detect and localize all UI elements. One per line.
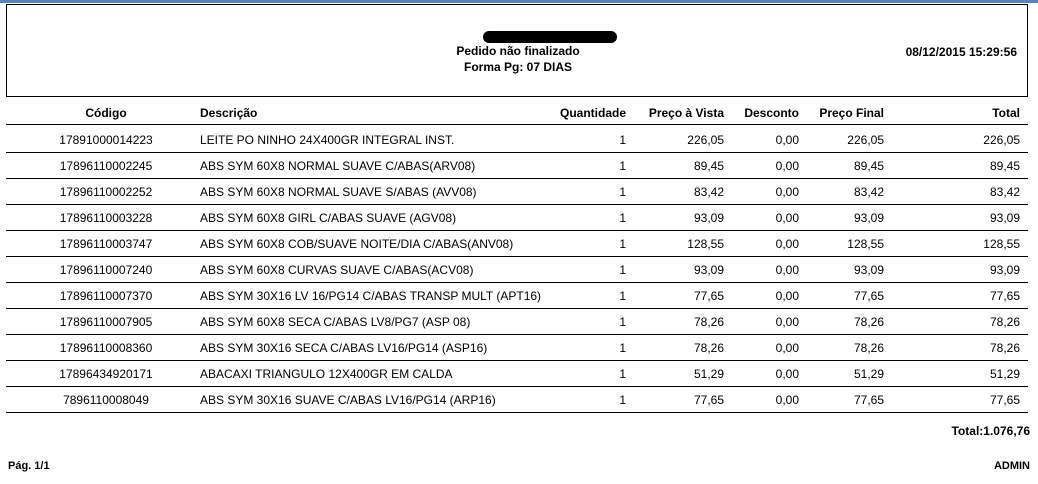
- cell-final-price: 78,26: [853, 341, 884, 355]
- cell-discount: 0,00: [775, 341, 799, 355]
- cell-description: ABS SYM 60X8 CURVAS SUAVE C/ABAS(ACV08): [200, 263, 474, 277]
- cell-quantity: 1: [619, 315, 626, 329]
- cell-code: 17896110007905: [59, 315, 153, 329]
- cell-price: 93,09: [693, 211, 724, 225]
- cell-final-price: 226,05: [847, 133, 884, 147]
- cell-description: ABS SYM 60X8 SECA C/ABAS LV8/PG7 (ASP 08): [200, 315, 471, 329]
- column-description: Descrição: [200, 106, 258, 120]
- cell-description: ABACAXI TRIANGULO 12X400GR EM CALDA: [200, 367, 453, 381]
- cell-discount: 0,00: [775, 289, 799, 303]
- cell-quantity: 1: [619, 263, 626, 277]
- cell-code: 17896110007370: [59, 289, 153, 303]
- cell-discount: 0,00: [775, 315, 799, 329]
- cell-total: 83,42: [989, 185, 1020, 199]
- cell-total: 78,26: [989, 341, 1020, 355]
- table-row: [6, 361, 1028, 387]
- cell-price: 78,26: [693, 341, 724, 355]
- cell-description: ABS SYM 30X16 SUAVE C/ABAS LV16/PG14 (ARP16): [200, 393, 496, 407]
- report-header: [6, 4, 1028, 97]
- cell-discount: 0,00: [775, 237, 799, 251]
- cell-final-price: 78,26: [853, 315, 884, 329]
- cell-code: 17896434920171: [59, 367, 153, 381]
- column-code: Código: [85, 106, 127, 120]
- cell-code: 7896110008049: [63, 393, 149, 407]
- cell-discount: 0,00: [775, 133, 799, 147]
- cell-quantity: 1: [619, 237, 626, 251]
- cell-price: 83,42: [693, 185, 724, 199]
- grand-total: Total:1.076,76: [951, 424, 1030, 438]
- column-total: Total: [992, 106, 1020, 120]
- cell-quantity: 1: [619, 211, 626, 225]
- cell-discount: 0,00: [775, 263, 799, 277]
- cell-total: 78,26: [989, 315, 1020, 329]
- cell-quantity: 1: [619, 367, 626, 381]
- cell-final-price: 93,09: [853, 211, 884, 225]
- cell-price: 77,65: [693, 393, 724, 407]
- cell-price: 77,65: [693, 289, 724, 303]
- table-row: [6, 335, 1028, 361]
- cell-description: LEITE PO NINHO 24X400GR INTEGRAL INST.: [200, 133, 455, 147]
- cell-total: 226,05: [983, 133, 1020, 147]
- cell-total: 128,55: [983, 237, 1020, 251]
- cell-discount: 0,00: [775, 211, 799, 225]
- table-row: [6, 387, 1028, 413]
- cell-description: ABS SYM 60X8 GIRL C/ABAS SUAVE (AGV08): [200, 211, 457, 225]
- cell-price: 89,45: [693, 159, 724, 173]
- cell-code: 17891000014223: [59, 133, 153, 147]
- cell-description: ABS SYM 60X8 NORMAL SUAVE C/ABAS(ARV08): [200, 159, 476, 173]
- cell-price: 226,05: [687, 133, 724, 147]
- cell-final-price: 77,65: [853, 289, 884, 303]
- cell-code: 17896110007240: [59, 263, 153, 277]
- cell-final-price: 83,42: [853, 185, 884, 199]
- cell-final-price: 77,65: [853, 393, 884, 407]
- cell-description: ABS SYM 60X8 COB/SUAVE NOITE/DIA C/ABAS(ANV08): [200, 237, 514, 251]
- cell-description: ABS SYM 60X8 NORMAL SUAVE S/ABAS (AVV08): [200, 185, 477, 199]
- column-discount: Desconto: [744, 106, 799, 120]
- cell-discount: 0,00: [775, 185, 799, 199]
- cell-total: 93,09: [989, 263, 1020, 277]
- cell-quantity: 1: [619, 393, 626, 407]
- cell-code: 17896110008360: [59, 341, 153, 355]
- window-top-border: [0, 0, 1038, 3]
- cell-description: ABS SYM 30X16 LV 16/PG14 C/ABAS TRANSP MULT (APT16): [200, 289, 542, 303]
- cell-total: 93,09: [989, 211, 1020, 225]
- cell-description: ABS SYM 30X16 SECA C/ABAS LV16/PG14 (ASP16): [200, 341, 488, 355]
- cell-total: 51,29: [989, 367, 1020, 381]
- cell-final-price: 51,29: [853, 367, 884, 381]
- cell-quantity: 1: [619, 185, 626, 199]
- order-status: Pedido não finalizado: [456, 44, 580, 58]
- table-row: [6, 309, 1028, 335]
- redacted-company-name: [483, 31, 617, 43]
- column-price: Preço à Vista: [648, 106, 724, 120]
- column-final-price: Preço Final: [819, 106, 884, 120]
- cell-code: 17896110002245: [59, 159, 153, 173]
- column-quantity: Quantidade: [559, 106, 626, 120]
- cell-discount: 0,00: [775, 159, 799, 173]
- table-row: [6, 205, 1028, 231]
- user-name: ADMIN: [993, 460, 1030, 472]
- cell-price: 78,26: [693, 315, 724, 329]
- cell-quantity: 1: [619, 159, 626, 173]
- table-header: [6, 104, 1028, 124]
- cell-final-price: 93,09: [853, 263, 884, 277]
- cell-total: 77,65: [989, 393, 1020, 407]
- table-row: [6, 179, 1028, 205]
- items-table: [6, 127, 1028, 413]
- cell-code: 17896110002252: [59, 185, 153, 199]
- cell-code: 17896110003228: [59, 211, 153, 225]
- cell-code: 17896110003747: [59, 237, 153, 251]
- cell-total: 89,45: [989, 159, 1020, 173]
- cell-price: 128,55: [687, 237, 724, 251]
- header-rule: [6, 124, 1028, 125]
- table-row: [6, 127, 1028, 153]
- cell-final-price: 89,45: [853, 159, 884, 173]
- cell-price: 51,29: [693, 367, 724, 381]
- cell-total: 77,65: [989, 289, 1020, 303]
- table-row: [6, 231, 1028, 257]
- cell-quantity: 1: [619, 133, 626, 147]
- table-row: [6, 257, 1028, 283]
- cell-quantity: 1: [619, 341, 626, 355]
- cell-quantity: 1: [619, 289, 626, 303]
- report-datetime: 08/12/2015 15:29:56: [905, 45, 1017, 59]
- cell-discount: 0,00: [775, 367, 799, 381]
- table-row: [6, 283, 1028, 309]
- table-row: [6, 153, 1028, 179]
- cell-discount: 0,00: [775, 393, 799, 407]
- payment-method: Forma Pg: 07 DIAS: [463, 60, 573, 74]
- page-number: Pág. 1/1: [8, 460, 50, 472]
- cell-final-price: 128,55: [847, 237, 884, 251]
- cell-price: 93,09: [693, 263, 724, 277]
